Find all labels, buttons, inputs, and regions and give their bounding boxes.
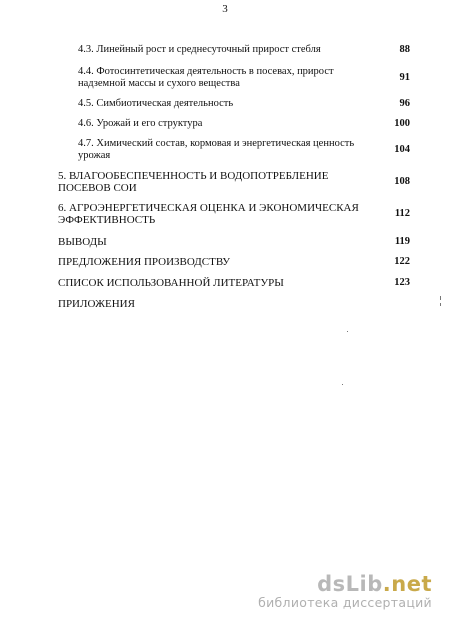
toc-entry-chapter-5: [58, 170, 410, 196]
watermark-subtitle: библиотека диссертаций: [258, 595, 432, 610]
toc-entry-page: 108: [394, 176, 410, 187]
scan-speck: [347, 331, 348, 332]
dslib-watermark: [258, 572, 432, 610]
toc-entry-page: 104: [394, 144, 410, 155]
logo-main: dsLib: [317, 572, 383, 596]
toc-entry-title: 4.7. Химический состав, кормовая и энергетическая ценность урожая: [78, 138, 355, 161]
toc-entry-page: 100: [394, 118, 410, 129]
toc-entry-4-5: [78, 98, 410, 110]
toc-entry-references: [58, 277, 410, 290]
toc-entry-title: 4.6. Урожай и его структура: [78, 118, 203, 129]
scan-speck: [342, 384, 343, 385]
toc-entry-4-6: [78, 118, 410, 130]
toc-entry-page: 88: [399, 44, 410, 55]
toc-entry-page: 91: [399, 72, 410, 83]
toc-entry-proposals: [58, 256, 410, 269]
toc-entry-page: 123: [394, 277, 410, 288]
toc-entry-4-7: [78, 138, 410, 162]
toc-entry-page: 96: [399, 98, 410, 109]
toc-entry-title: 4.4. Фотосинтетическая деятельность в посевах, прирост надземной массы и сухого вещества: [78, 66, 334, 89]
toc-entry-4-4: [78, 66, 410, 90]
scan-speck: [440, 303, 441, 306]
toc-entry-title: 4.5. Симбиотическая деятельность: [78, 98, 234, 109]
toc-entry-chapter-6: [58, 202, 410, 228]
toc-entry-appendices: [58, 298, 410, 311]
toc-entry-page: 122: [394, 256, 410, 267]
dslib-logo: [258, 572, 432, 596]
toc-entry-title: ПРЕДЛОЖЕНИЯ ПРОИЗВОДСТВУ: [58, 256, 231, 268]
toc-entry-title: 4.3. Линейный рост и среднесуточный прирост стебля: [78, 44, 321, 55]
toc-entry-title: СПИСОК ИСПОЛЬЗОВАННОЙ ЛИТЕРАТУРЫ: [58, 277, 284, 289]
scan-speck: [440, 296, 441, 300]
toc-entry-conclusions: [58, 236, 410, 249]
toc-entry-title: 6. АГРОЭНЕРГЕТИЧЕСКАЯ ОЦЕНКА И ЭКОНОМИЧЕСКАЯ ЭФФЕКТИВНОСТЬ: [58, 202, 359, 226]
logo-tld: .net: [382, 572, 432, 596]
toc-entry-page: 119: [394, 236, 410, 247]
toc-entry-page: 112: [394, 208, 410, 219]
page-number: 3: [222, 3, 228, 15]
toc-entry-4-3: [78, 44, 410, 56]
toc-entry-title: ПРИЛОЖЕНИЯ: [58, 298, 135, 310]
toc-entry-title: 5. ВЛАГООБЕСПЕЧЕННОСТЬ И ВОДОПОТРЕБЛЕНИЕ ПОСЕВОВ СОИ: [58, 170, 329, 194]
toc-entry-title: ВЫВОДЫ: [58, 236, 107, 248]
